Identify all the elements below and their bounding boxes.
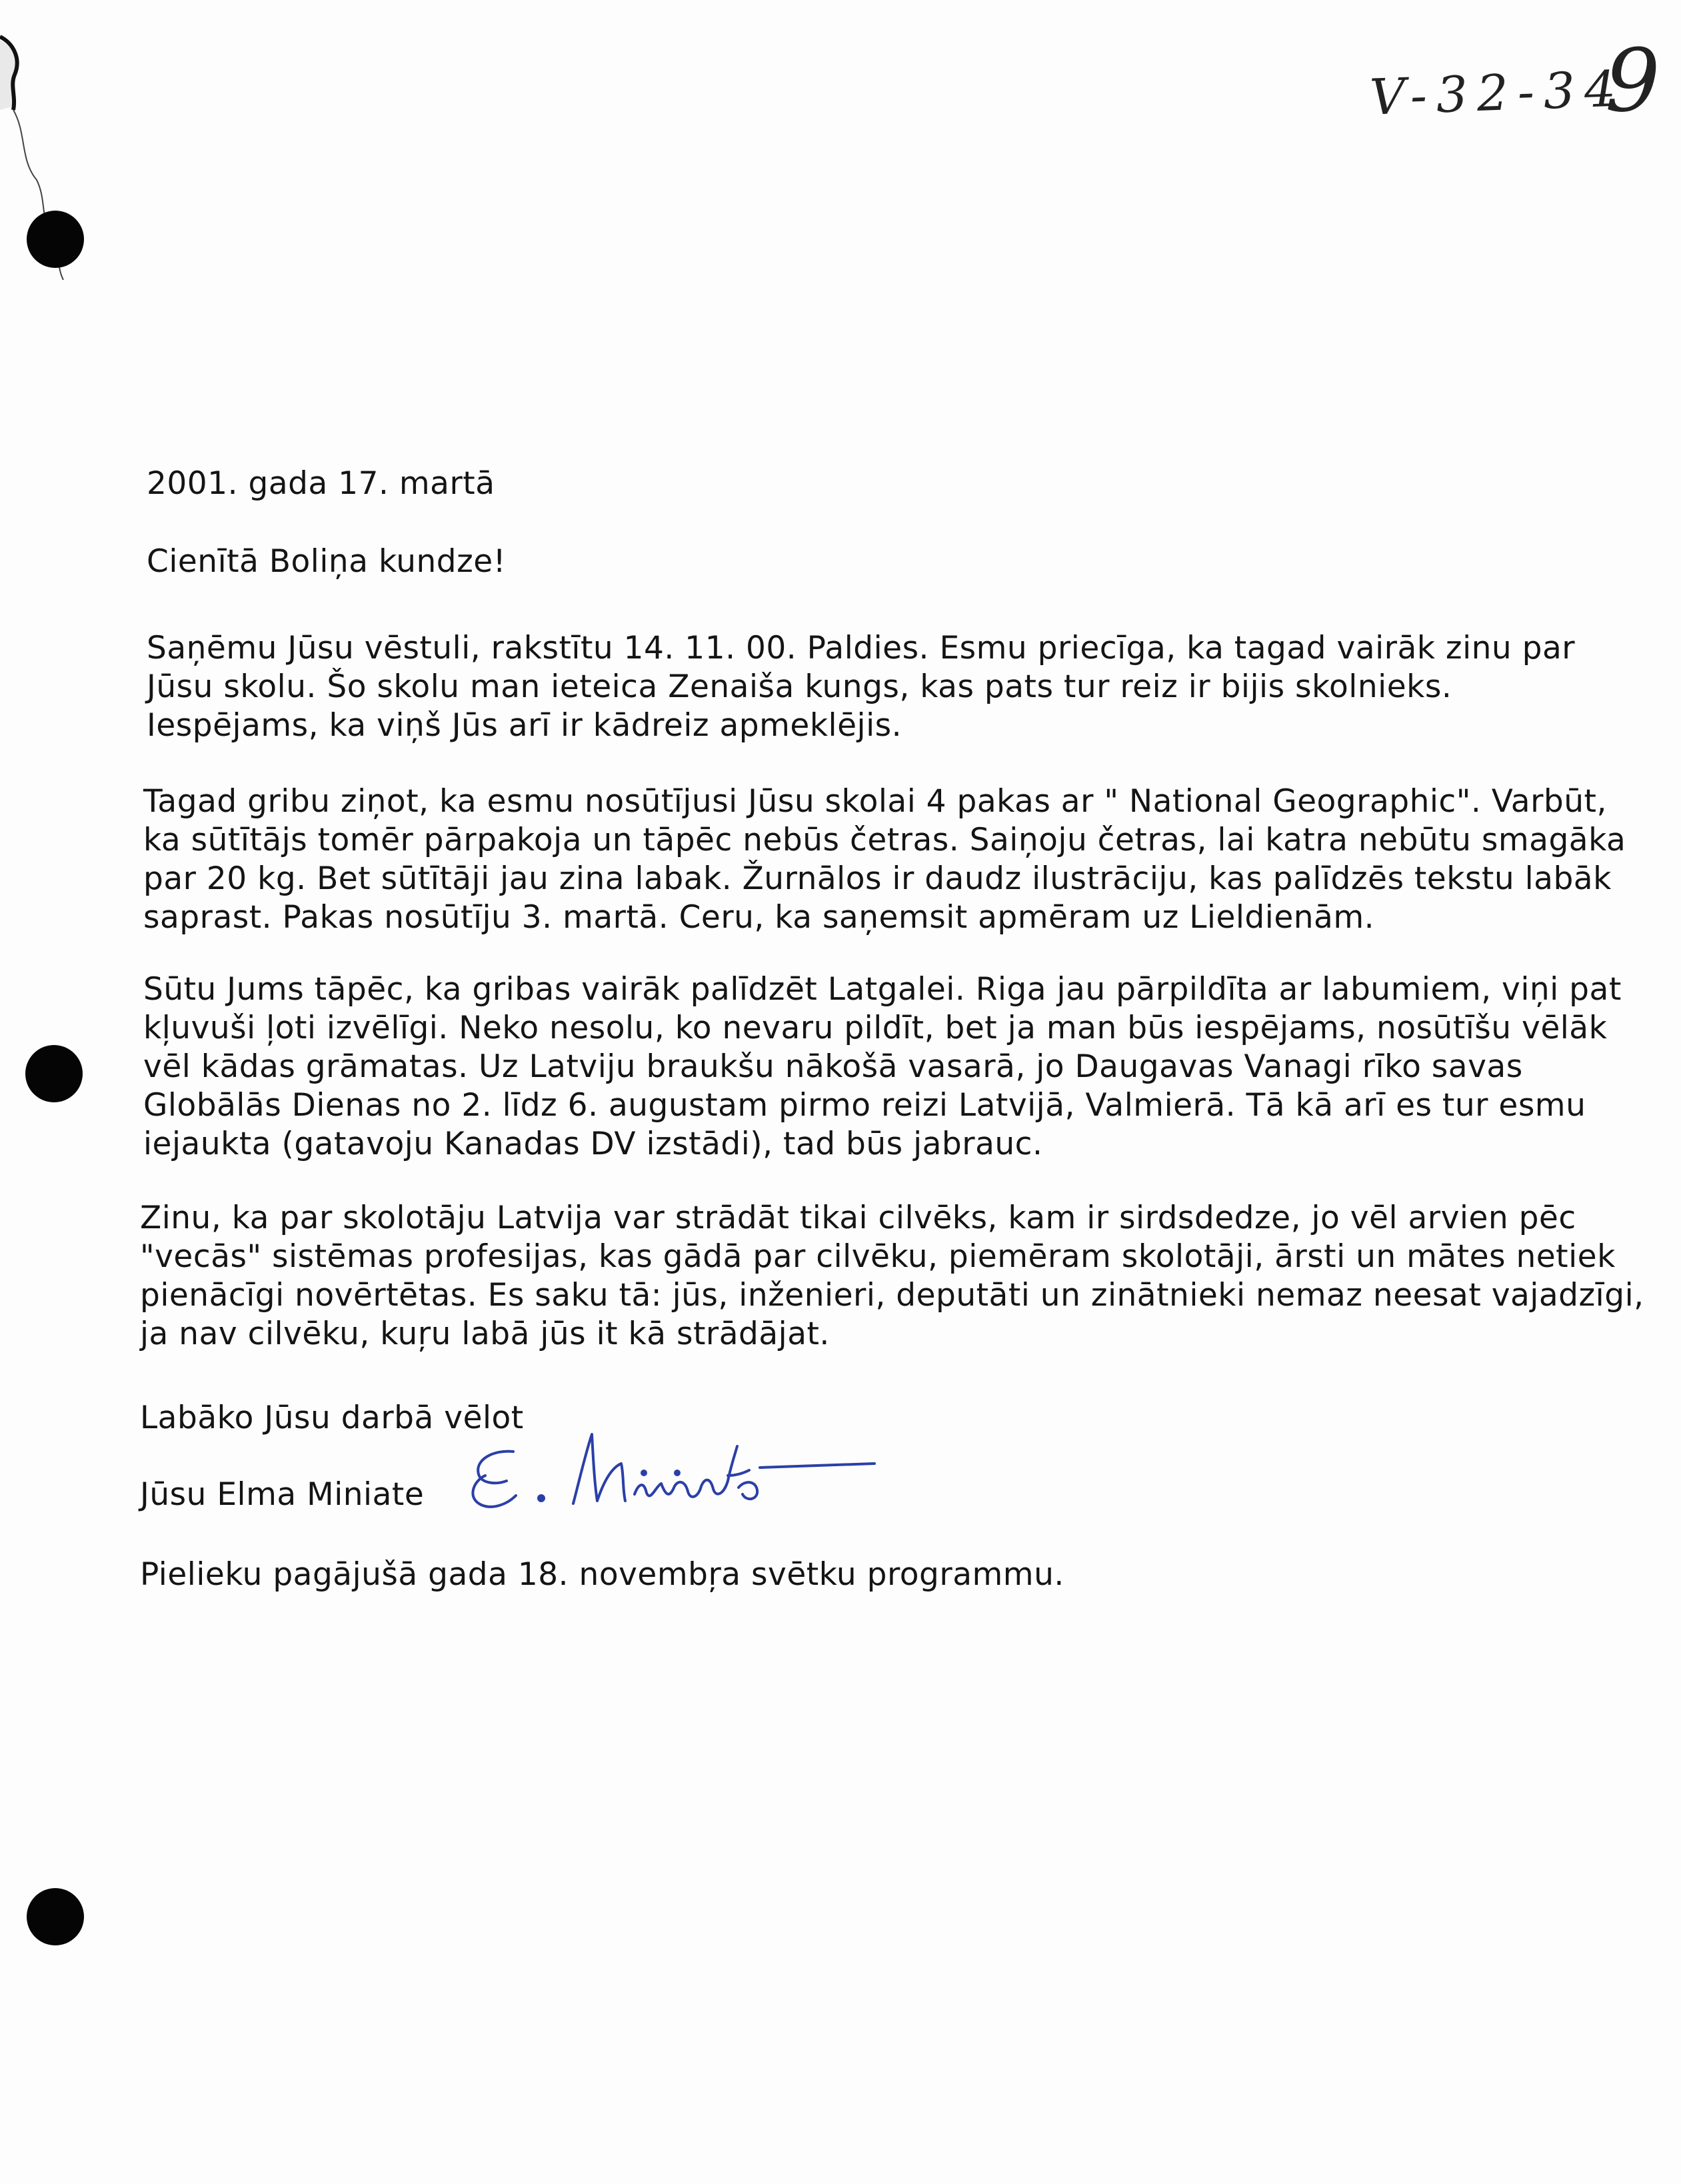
letter-closing: Labāko Jūsu darbā vēlot — [140, 1400, 524, 1436]
paragraph-4-line: Zinu, ka par skolotāju Latvija var strādāt tikai cilvēks, kam ir sirdsdedze, jo vēl arvien pēc — [140, 1200, 1576, 1236]
paragraph-2-line: ka sūtītājs tomēr pārpakoja un tāpēc nebūs četras. Saiņoju četras, lai katra nebūtu smagāka — [143, 822, 1626, 858]
paragraph-3-line: iejaukta (gatavoju Kanadas DV izstādi), tad būs jabrauc. — [143, 1126, 1043, 1162]
paragraph-2-line: Tagad gribu ziņot, ka esmu nosūtījusi Jūsu skolai 4 pakas ar " National Geographic". Varbūt, — [143, 783, 1607, 820]
archive-reference-mark — [1368, 30, 1660, 143]
letter-date: 2001. gada 17. martā — [147, 465, 495, 502]
paragraph-1-line: Iespējams, ka viņš Jūs arī ir kādreiz apmeklējis. — [147, 707, 902, 744]
paragraph-3-line: vēl kādas grāmatas. Uz Latviju braukšu nākošā vasarā, jo Daugavas Vanagi rīko savas — [143, 1048, 1523, 1085]
punch-hole-middle — [25, 1045, 83, 1102]
paragraph-2-line: par 20 kg. Bet sūtītāji jau zina labak. Žurnālos ir daudz ilustrāciju, kas palīdzēs tekstu labāk — [143, 860, 1612, 897]
handwritten-signature — [467, 1420, 893, 1520]
punch-hole-bottom — [27, 1888, 84, 1945]
paragraph-3-line: kļuvuši ļoti izvēlīgi. Neko nesolu, ko nevaru pildīt, bet ja man būs iespējams, nosūtīšu vēlāk — [143, 1010, 1608, 1046]
archive-reference: V-32-34 — [1368, 60, 1626, 127]
paragraph-4-line: ja nav cilvēku, kuŗu labā jūs it kā strādājat. — [140, 1316, 830, 1352]
letter-postscript: Pielieku pagājušā gada 18. novembŗa svētku programmu. — [140, 1556, 1064, 1593]
paragraph-1-line: Saņēmu Jūsu vēstuli, rakstītu 14. 11. 00. Paldies. Esmu priecīga, ka tagad vairāk zinu par — [147, 630, 1576, 666]
paragraph-3-line: Sūtu Jums tāpēc, ka gribas vairāk palīdzēt Latgalei. Riga jau pārpildīta ar labumiem, viņi pat — [143, 971, 1622, 1008]
punch-hole-top — [27, 211, 84, 268]
paragraph-4-line: "vecās" sistēmas profesijas, kas gādā par cilvēku, piemēram skolotāji, ārsti un mātes netiek — [140, 1238, 1616, 1275]
paragraph-3-line: Globālās Dienas no 2. līdz 6. augustam pirmo reizi Latvijā, Valmierā. Tā kā arī es tur esmu — [143, 1087, 1586, 1124]
paragraph-4-line: pienācīgi novērtētas. Es saku tā: jūs, inženieri, deputāti un zinātnieki nemaz neesat vajadzīgi, — [140, 1277, 1644, 1314]
letter-signoff: Jūsu Elma Miniate — [140, 1476, 425, 1513]
paragraph-2-line: saprast. Pakas nosūtīju 3. martā. Ceru, ka saņemsit apmēram uz Lieldienām. — [143, 899, 1375, 936]
archive-folio-number: 9 — [1605, 30, 1660, 131]
letter-salutation: Cienītā Boliņa kundze! — [147, 543, 507, 580]
paragraph-1-line: Jūsu skolu. Šo skolu man ieteica Zenaiša kungs, kas pats tur reiz ir bijis skolnieks. — [147, 668, 1452, 705]
